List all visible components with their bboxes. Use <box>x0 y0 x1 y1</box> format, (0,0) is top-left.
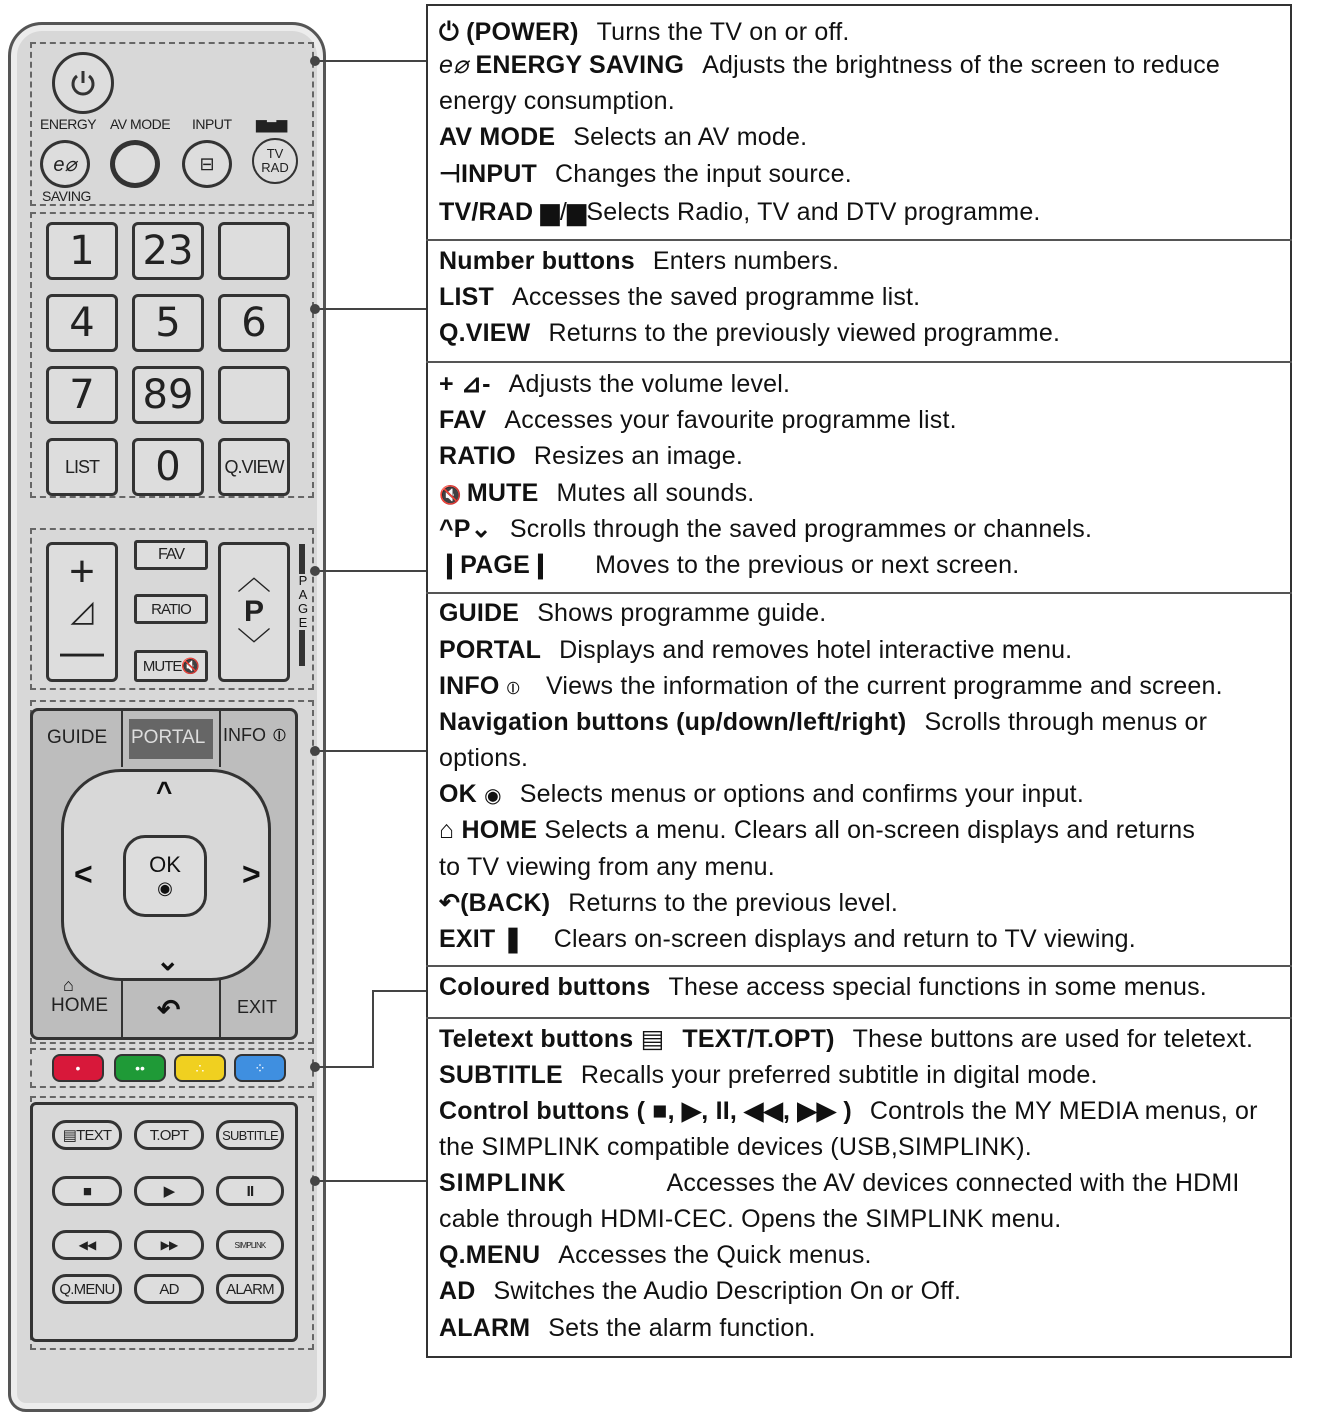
connector-3 <box>318 570 428 572</box>
fav-button[interactable]: FAV <box>134 540 208 570</box>
tv-rad-button[interactable] <box>252 138 298 184</box>
guide-button[interactable]: GUIDE <box>47 727 108 748</box>
blue-button[interactable]: ⁘ <box>234 1054 286 1082</box>
desc-energy-cont: energy consumption. <box>439 87 675 115</box>
number-6-button[interactable]: 6 <box>218 294 290 352</box>
connector-5c <box>372 990 428 992</box>
desc-tv-rad: TV/RAD ▆/▆Selects Radio, TV and DTV programme. <box>439 198 1041 226</box>
desc-guide: GUIDE Shows programme guide. <box>439 599 827 627</box>
number-blank-button-2[interactable] <box>218 366 290 424</box>
page-letter-g: G <box>297 601 309 616</box>
energy-label: ENERGY <box>40 116 97 132</box>
connector-1 <box>318 60 428 62</box>
q-menu-button[interactable]: Q.MENU <box>52 1274 122 1304</box>
nav-left-icon[interactable]: < <box>74 856 93 892</box>
info-icon: ⦶ <box>506 678 520 698</box>
desc-home: ⌂ HOME Selects a menu. Clears all on-screen displays and returns <box>439 816 1196 844</box>
number-0-button[interactable]: 0 <box>132 438 204 496</box>
play-button[interactable]: ▶ <box>134 1176 204 1206</box>
teletext-icon: ▤ <box>640 1025 665 1053</box>
desc-ok: OK ◉ Selects menus or options and confirms your input. <box>439 780 1084 808</box>
desc-list: LIST Accesses the saved programme list. <box>439 283 921 311</box>
separator-3 <box>426 592 1292 594</box>
mute-button[interactable] <box>134 650 208 682</box>
pause-button[interactable]: II <box>216 1176 284 1206</box>
separator-1 <box>426 239 1292 241</box>
alarm-button[interactable]: ALARM <box>216 1274 284 1304</box>
program-label: P <box>243 595 264 628</box>
number-5-button[interactable]: 5 <box>132 294 204 352</box>
volume-up-label: + <box>69 547 95 596</box>
desc-mute: 🔇 MUTE Mutes all sounds. <box>439 479 755 507</box>
red-button[interactable]: • <box>52 1054 104 1082</box>
input-icon: ⊣ <box>439 160 461 188</box>
tv-label: TV <box>266 146 284 161</box>
desc-program: ^P⌄ Scrolls through the saved programmes or channels. <box>439 515 1093 543</box>
desc-control-cont: the SIMPLINK compatible devices (USB,SIMPLINK). <box>439 1133 1032 1161</box>
desc-coloured: Coloured buttons These access special functions in some menus. <box>439 973 1207 1001</box>
desc-q-menu: Q.MENU Accesses the Quick menus. <box>439 1241 872 1269</box>
desc-back: ↶(BACK) Returns to the previous level. <box>439 889 899 917</box>
subtitle-button[interactable]: SUBTITLE <box>216 1120 284 1150</box>
home-icon: ⌂ <box>63 975 74 995</box>
page-button[interactable] <box>296 544 310 682</box>
desc-subtitle: SUBTITLE Recalls your preferred subtitle in digital mode. <box>439 1061 1098 1089</box>
portal-label: PORTAL <box>131 727 206 748</box>
nav-up-icon[interactable]: ^ <box>156 776 173 807</box>
page-next-icon: ❙ <box>529 551 552 579</box>
number-1-button[interactable]: 1 <box>46 222 118 280</box>
ok-label: OK <box>149 852 181 877</box>
number-7-button[interactable]: 7 <box>46 366 118 424</box>
desc-volume: + ⊿- Adjusts the volume level. <box>439 370 791 398</box>
q-view-button[interactable]: Q.VIEW <box>218 438 290 496</box>
connector-2 <box>318 308 428 310</box>
program-rocker[interactable] <box>218 542 290 682</box>
desc-control: Control buttons ( ■, ▶, II, ◀◀, ▶▶ ) Controls the MY MEDIA menus, or <box>439 1097 1258 1125</box>
separator-5 <box>426 1017 1292 1019</box>
ratio-button[interactable]: RATIO <box>134 594 208 624</box>
separator-4 <box>426 965 1292 967</box>
energy-saving-button[interactable] <box>40 140 90 188</box>
av-mode-button[interactable] <box>110 140 160 188</box>
desc-navigation-cont: options. <box>439 744 529 772</box>
rad-label: RAD <box>261 160 289 175</box>
simplink-button[interactable]: SIMPLINK <box>216 1230 284 1260</box>
power-icon: ⏻ <box>439 18 467 46</box>
input-button[interactable] <box>182 140 232 188</box>
home-button[interactable]: HOME <box>51 995 108 1016</box>
fast-forward-button[interactable]: ▶▶ <box>134 1230 204 1260</box>
info-button[interactable]: INFO <box>223 725 266 745</box>
volume-down-label: — <box>60 627 104 676</box>
connector-5b <box>372 990 374 1068</box>
mute-icon: 🔇 <box>181 658 200 675</box>
desc-ratio: RATIO Resizes an image. <box>439 442 743 470</box>
saving-label: SAVING <box>42 188 91 204</box>
simplink-logo: SIMPLINK <box>439 1169 567 1197</box>
desc-av-mode: AV MODE Selects an AV mode. <box>439 123 808 151</box>
number-2-3-button[interactable]: 23 <box>132 222 204 280</box>
desc-teletext: Teletext buttons ▤ TEXT/T.OPT) These buttons are used for teletext. <box>439 1025 1254 1053</box>
chevron-down-icon: ﹀ <box>237 627 271 665</box>
exit-button[interactable]: EXIT <box>237 997 278 1017</box>
nav-down-icon[interactable]: ⌄ <box>156 945 180 976</box>
desc-home-cont: to TV viewing from any menu. <box>439 853 775 881</box>
desc-alarm: ALARM Sets the alarm function. <box>439 1314 816 1342</box>
ad-button[interactable]: AD <box>134 1274 204 1304</box>
input-label: INPUT <box>192 116 232 132</box>
info-icon: ⦶ <box>273 725 287 745</box>
chevron-up-icon: ︿ <box>237 559 271 597</box>
back-icon: ↶ <box>439 889 461 917</box>
energy-saving-icon: e⌀ <box>53 153 77 176</box>
separator-2 <box>426 361 1292 363</box>
home-icon: ⌂ <box>439 816 462 844</box>
text-label: TEXT <box>76 1126 112 1144</box>
desc-q-view: Q.VIEW Returns to the previously viewed programme. <box>439 319 1061 347</box>
connector-6 <box>318 1180 428 1182</box>
ok-dot-icon: ◉ <box>157 878 173 898</box>
input-icon: ⊟ <box>199 153 215 174</box>
tv-rad-icon: ▆/▆ <box>540 198 587 226</box>
ok-button[interactable] <box>123 835 207 917</box>
desc-page: ❙PAGE❙ Moves to the previous or next screen. <box>439 551 1020 579</box>
control-icons: ■, ▶, II, ◀◀, ▶▶ <box>652 1097 837 1125</box>
volume-rocker[interactable] <box>46 542 118 682</box>
mute-icon: 🔇 <box>439 485 467 505</box>
back-button[interactable]: ↶ <box>157 994 181 1025</box>
page-prev-icon: ❙ <box>439 551 461 579</box>
desc-info: INFO ⦶ Views the information of the current programme and screen. <box>439 672 1223 700</box>
t-opt-button[interactable]: T.OPT <box>134 1120 204 1150</box>
desc-simplink: SIMPLINK Accesses the AV devices connected with the HDMI <box>439 1169 1240 1197</box>
desc-portal: PORTAL Displays and removes hotel interactive menu. <box>439 636 1073 664</box>
yellow-button[interactable]: ∴ <box>174 1054 226 1082</box>
page-letter-a: A <box>298 587 308 602</box>
desc-fav: FAV Accesses your favourite programme list. <box>439 406 957 434</box>
volume-icon: ◿ <box>70 595 94 628</box>
mute-label: MUTE <box>142 657 182 675</box>
list-button[interactable]: LIST <box>46 438 118 496</box>
stop-button[interactable]: ■ <box>52 1176 122 1206</box>
nav-right-icon[interactable]: > <box>242 856 261 892</box>
exit-icon: ❚ <box>502 925 524 953</box>
connector-4 <box>318 750 428 752</box>
desc-navigation: Navigation buttons (up/down/left/right) Scrolls through menus or <box>439 708 1208 736</box>
page-letter-p: P <box>298 573 308 588</box>
number-blank-button-1[interactable] <box>218 222 290 280</box>
number-8-9-button[interactable]: 89 <box>132 366 204 424</box>
desc-input: ⊣INPUT Changes the input source. <box>439 160 852 188</box>
green-button[interactable]: •• <box>114 1054 166 1082</box>
desc-number-buttons: Number buttons Enters numbers. <box>439 247 840 275</box>
av-mode-label: AV MODE <box>110 116 171 132</box>
desc-energy: e⌀ ENERGY SAVING Adjusts the brightness of the screen to reduce <box>439 51 1221 79</box>
desc-simplink-cont: cable through HDMI-CEC. Opens the SIMPLINK menu. <box>439 1205 1062 1233</box>
desc-power: ⏻ (POWER) Turns the TV on or off. <box>439 18 850 46</box>
teletext-icon: ▤ <box>62 1127 77 1144</box>
page-letter-e: E <box>298 615 308 630</box>
text-button[interactable] <box>52 1120 122 1150</box>
desc-exit: EXIT ❚ Clears on-screen displays and return to TV viewing. <box>439 925 1136 953</box>
rewind-button[interactable]: ◀◀ <box>52 1230 122 1260</box>
navigation-pad <box>30 708 298 1040</box>
tv-rad-icon: ▆▅▆ <box>256 116 287 132</box>
energy-saving-icon: e⌀ <box>439 51 476 79</box>
power-icon <box>68 68 98 98</box>
power-button[interactable] <box>52 52 114 114</box>
desc-ad: AD Switches the Audio Description On or Off. <box>439 1277 962 1305</box>
connector-5a <box>318 1066 374 1068</box>
number-4-button[interactable]: 4 <box>46 294 118 352</box>
ok-dot-icon: ◉ <box>484 785 502 807</box>
